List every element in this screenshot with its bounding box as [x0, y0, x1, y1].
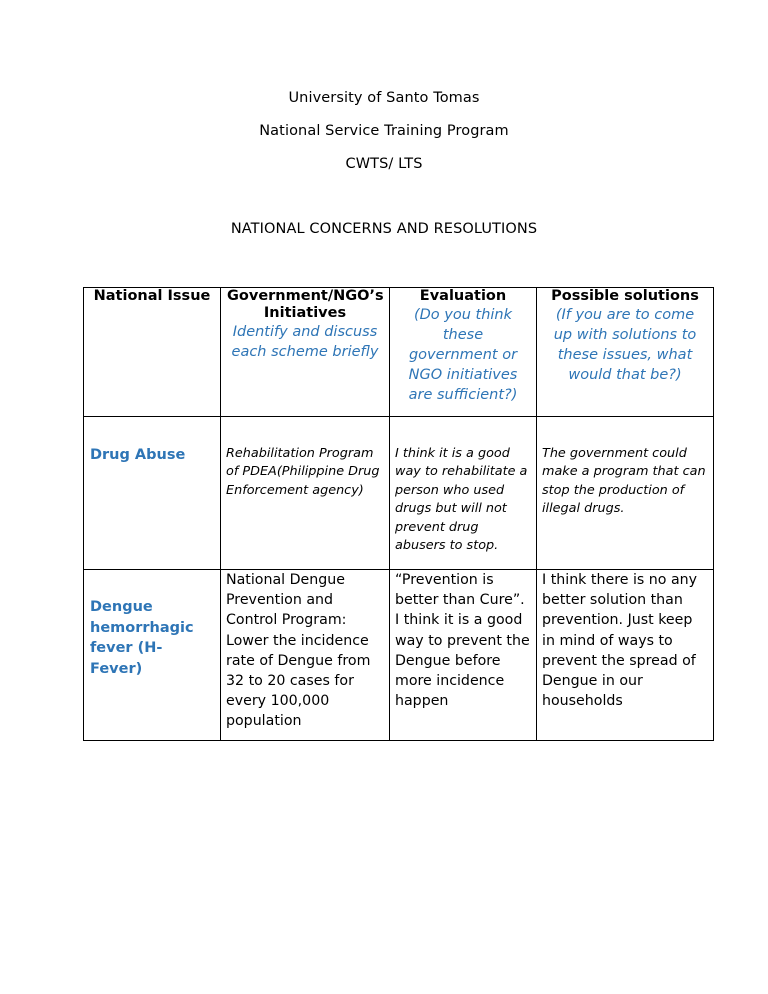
- column-note: (Do you think these government or NGO initiatives are sufficient?): [408, 307, 518, 403]
- concerns-table: [83, 287, 714, 741]
- table-row: [84, 417, 714, 570]
- solution-text: I think there is no any better solution than prevention. Just keep in mind of ways to prevent the spread of Dengue in our households: [542, 572, 698, 710]
- issue-label: Dengue hemorrhagic fever (H-Fever): [90, 599, 194, 677]
- solution-cell: [537, 417, 714, 570]
- initiative-text: Rehabilitation Program of PDEA(Philippine Drug Enforcement agency): [226, 446, 380, 498]
- column-header-solutions: [537, 288, 714, 417]
- column-title: Possible solutions: [551, 288, 699, 304]
- table-row: [84, 570, 714, 741]
- initiative-text: National Dengue Prevention and Control Program: Lower the incidence rate of Dengue from 32 to 20 cases for every 100,000 population: [226, 572, 371, 730]
- evaluation-cell: [390, 570, 537, 741]
- column-note: (If you are to come up with solutions to these issues, what would that be?): [553, 307, 697, 383]
- evaluation-text: “Prevention is better than Cure”. I think it is a good way to prevent the Dengue before more incidence happen: [395, 572, 530, 710]
- table-header-row: [84, 288, 714, 417]
- solution-text: The government could make a program that can stop the production of illegal drugs.: [542, 446, 706, 517]
- column-title: Evaluation: [419, 288, 507, 304]
- column-title: National Issue: [93, 288, 211, 304]
- evaluation-cell: [390, 417, 537, 570]
- section-title: NATIONAL CONCERNS AND RESOLUTIONS: [230, 221, 538, 237]
- column-header-initiatives: [221, 288, 390, 417]
- column-title: Government/NGO’s Initiatives: [227, 288, 384, 321]
- program-name: National Service Training Program: [259, 123, 509, 139]
- solution-cell: [537, 570, 714, 741]
- component-name: CWTS/ LTS: [345, 156, 423, 172]
- evaluation-text: I think it is a good way to rehabilitate a person who used drugs but will not prevent drug abusers to stop.: [395, 446, 528, 554]
- initiative-cell: [221, 570, 390, 741]
- issue-label: Drug Abuse: [90, 447, 186, 463]
- university-name: University of Santo Tomas: [288, 90, 480, 106]
- initiative-cell: [221, 417, 390, 570]
- column-note: Identify and discuss each scheme briefly: [231, 324, 379, 360]
- column-header-evaluation: [390, 288, 537, 417]
- column-header-national-issue: [84, 288, 221, 417]
- issue-cell: [84, 417, 221, 570]
- issue-cell: [84, 570, 221, 741]
